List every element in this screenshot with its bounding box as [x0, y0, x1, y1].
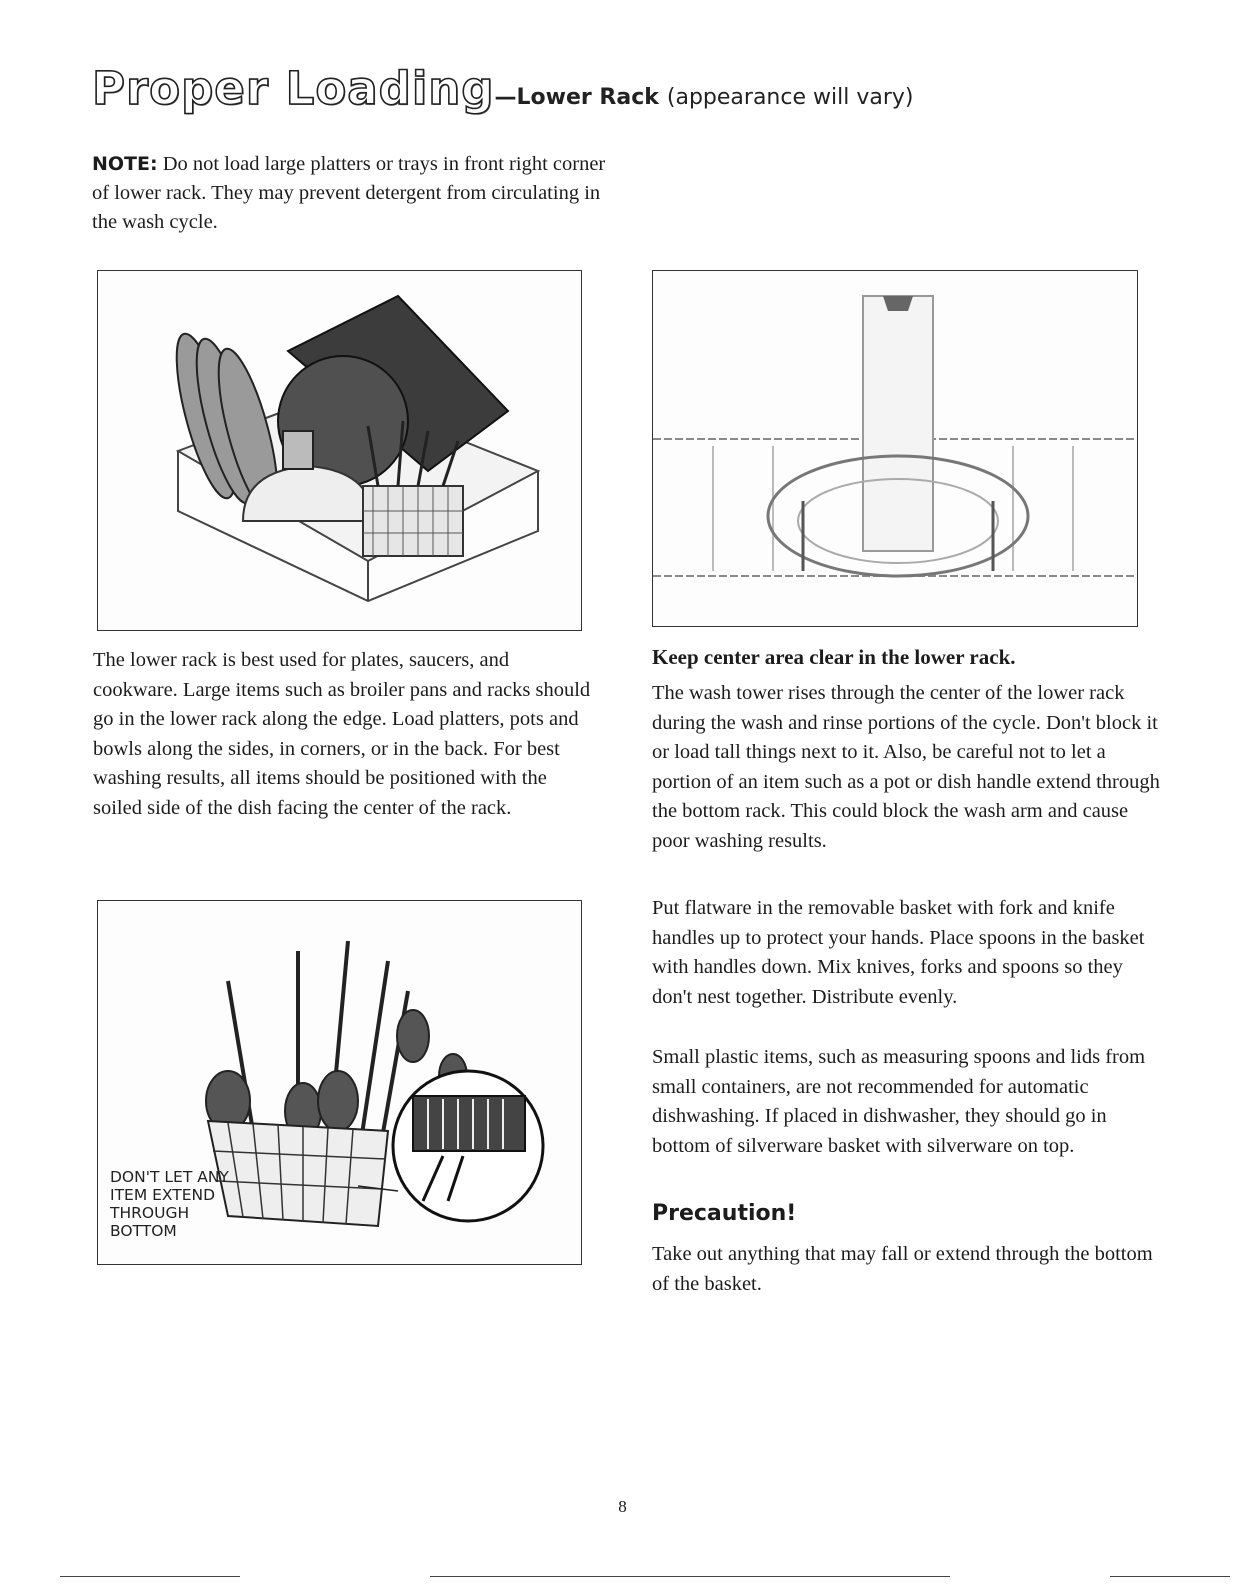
precaution-heading: Precaution!	[652, 1201, 797, 1226]
basket-callout	[110, 1168, 229, 1240]
page-title: Proper Loading	[92, 62, 495, 115]
wash-tower-illustration	[652, 270, 1138, 627]
center-area-paragraph: The wash tower rises through the center of the lower rack during the wash and rinse portions of the cycle. Don't block it or load tall things next to it. Also, be careful not to let a portion of an item such as a pot or dish handle extend through the bottom rack. This could block the wash arm and cause poor washing results.	[652, 682, 1160, 852]
basket-callout-line: THROUGH	[110, 1204, 190, 1222]
lower-rack-illustration	[97, 270, 582, 631]
page-heading	[92, 62, 913, 115]
precaution-paragraph: Take out anything that may fall or extend through the bottom of the basket.	[652, 1243, 1153, 1295]
footer-rule	[430, 1576, 950, 1577]
plastic-items-paragraph: Small plastic items, such as measuring spoons and lids from small containers, are not recommended for automatic dishwashing. If placed in dishwasher, they should go in bottom of silverware basket with silverware on top.	[652, 1046, 1146, 1157]
basket-callout-line: DON'T LET ANY	[110, 1168, 229, 1186]
basket-callout-line: ITEM EXTEND	[110, 1186, 216, 1204]
footer-rule	[1110, 1576, 1230, 1577]
page-subtitle: —Lower Rack	[494, 85, 659, 110]
page-number: 8	[618, 1497, 627, 1516]
footer-rule	[60, 1576, 240, 1577]
basket-callout-line: BOTTOM	[110, 1222, 177, 1240]
loading-note	[92, 150, 612, 237]
flatware-paragraph: Put flatware in the removable basket with fork and knife handles up to protect your hands. Place spoons in the basket with handles down. Mix knives, forks and spoons so they don't nest together. Distribute evenly.	[652, 897, 1145, 1008]
note-label: NOTE:	[92, 153, 158, 175]
page-title-note: (appearance will vary)	[666, 85, 914, 110]
center-area-heading: Keep center area clear in the lower rack.	[652, 645, 1016, 669]
note-text: Do not load large platters or trays in front right corner of lower rack. They may prevent detergent from circulating in the wash cycle.	[92, 153, 606, 233]
lower-rack-paragraph: The lower rack is best used for plates, saucers, and cookware. Large items such as broiler pans and racks should go in the lower rack along the edge. Load platters, pots and bowls along the sides, in corners, or in the back. For best washing results, all items should be positioned with the soiled side of the dish facing the center of the rack.	[93, 649, 591, 819]
